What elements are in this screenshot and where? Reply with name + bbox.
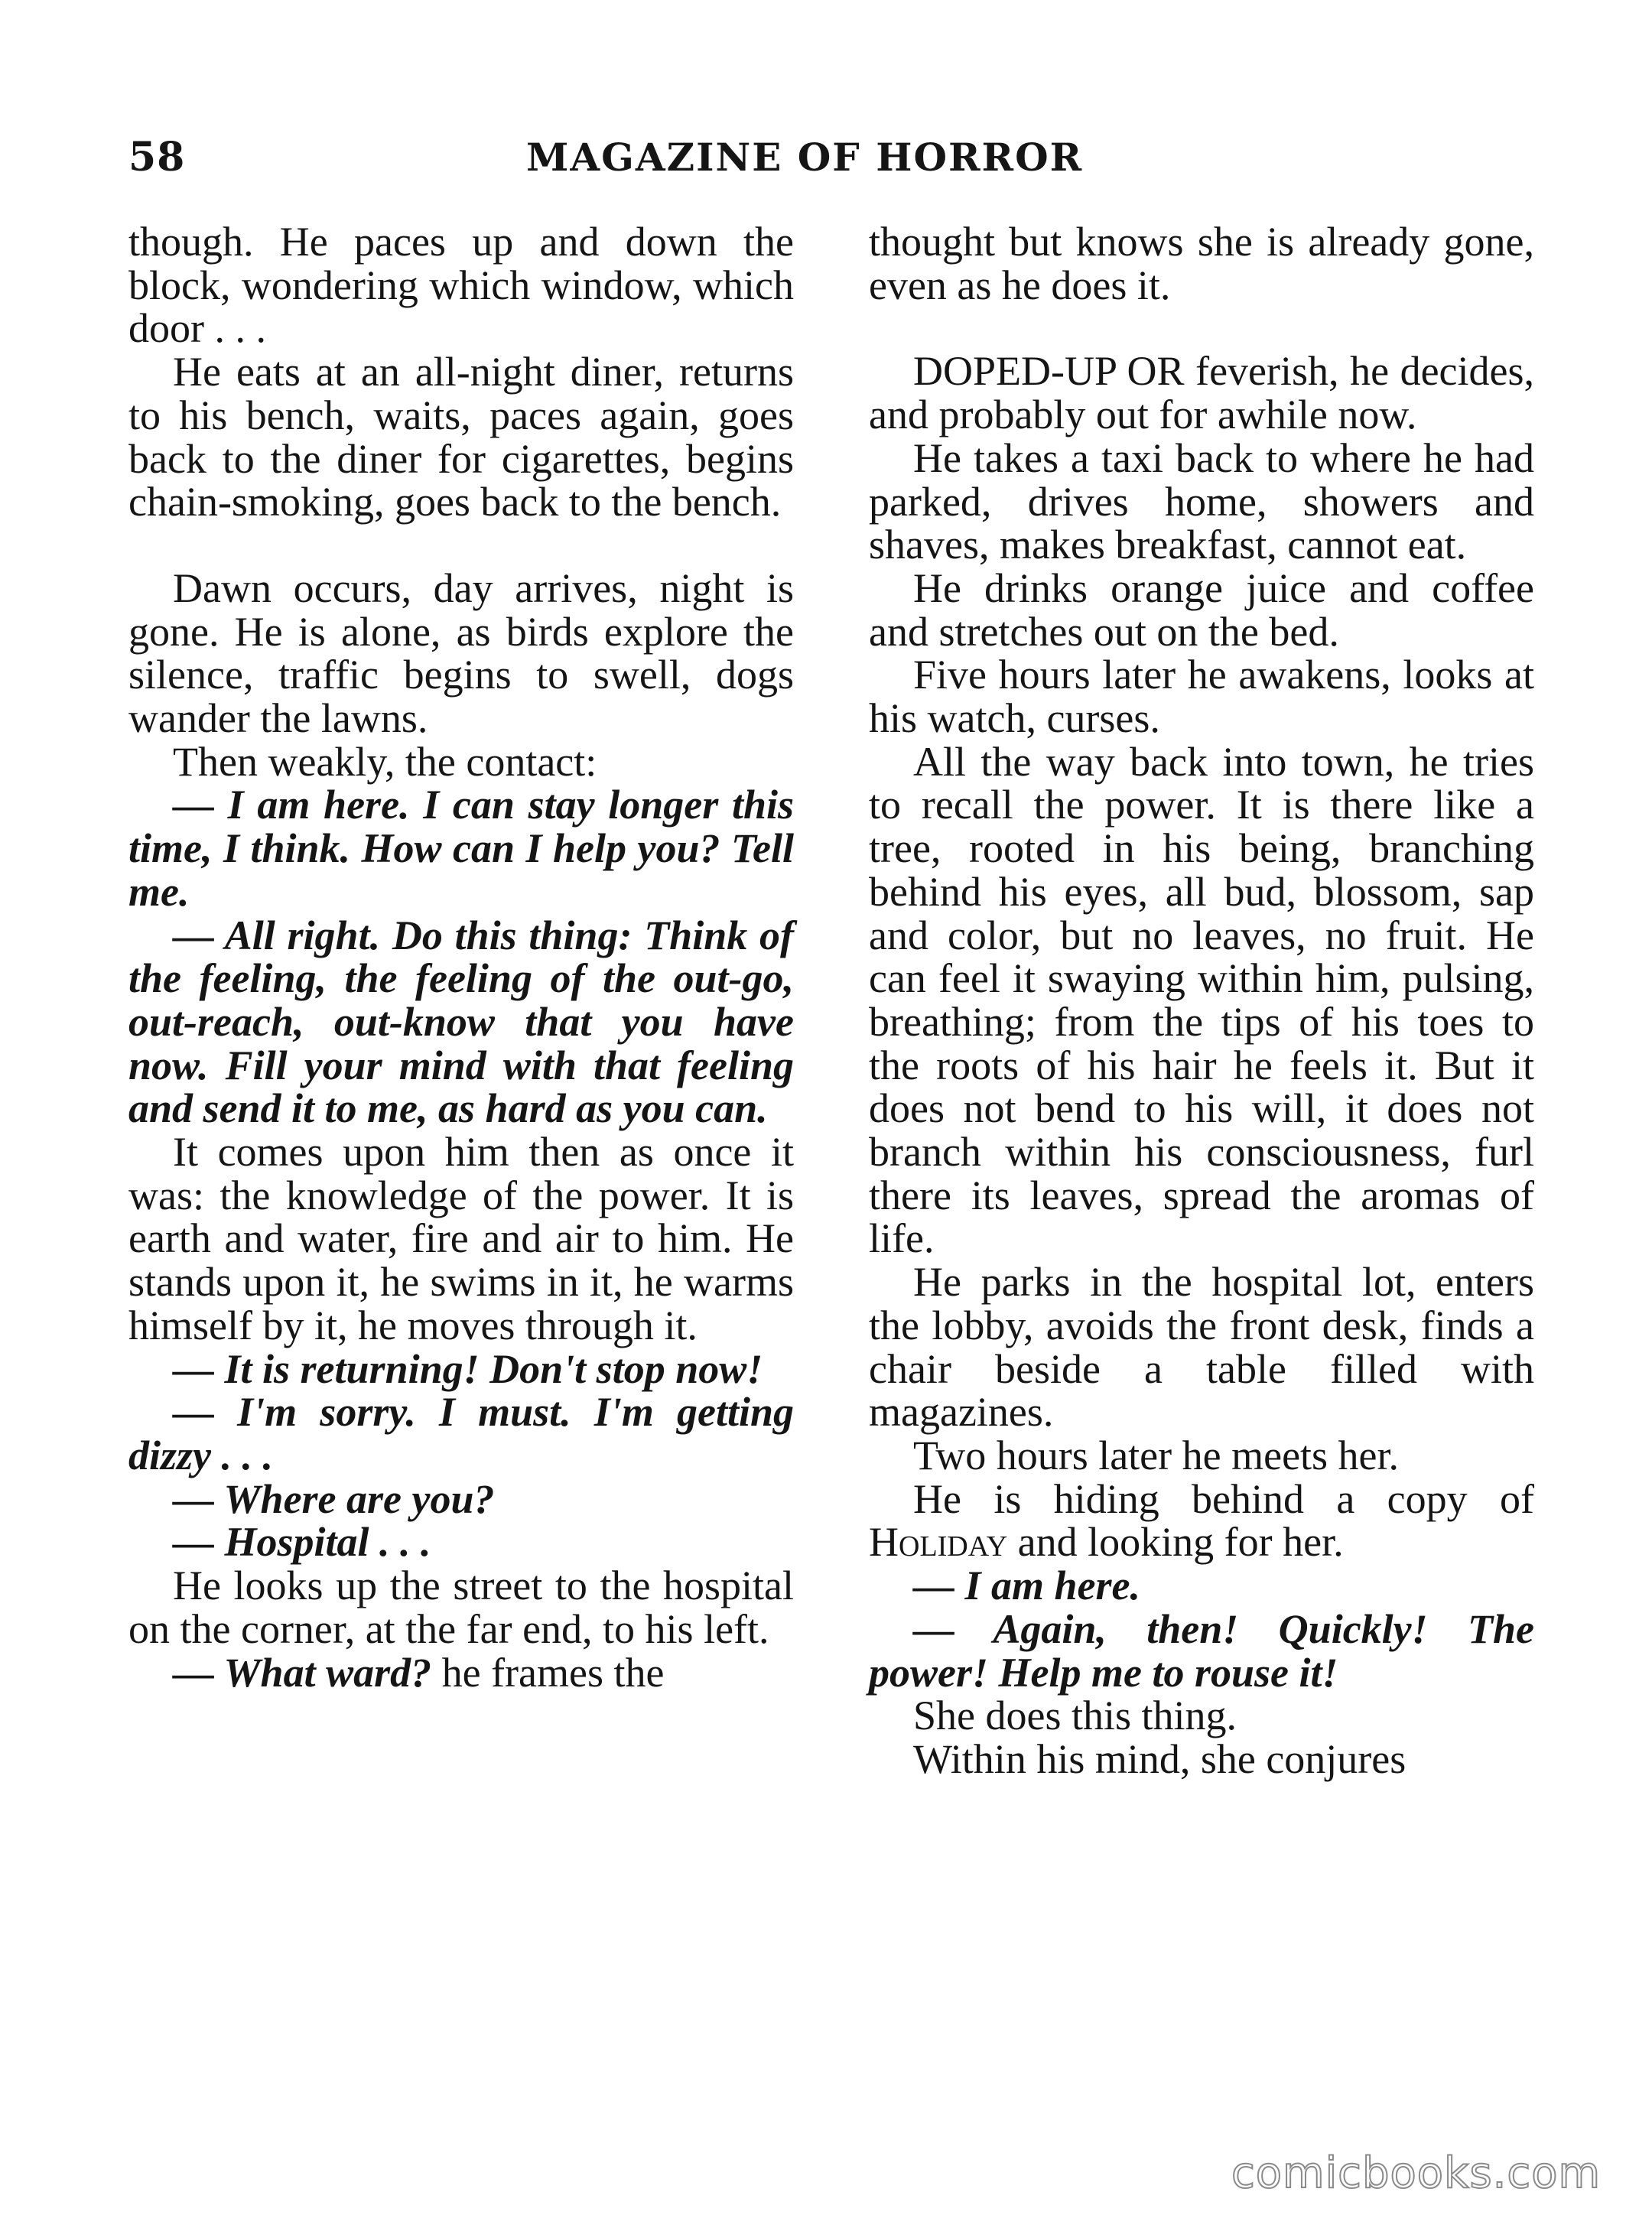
dialogue-line: — Hospital . . . bbox=[173, 1519, 431, 1566]
section-break bbox=[128, 524, 794, 567]
paragraph: Then weakly, the contact: bbox=[173, 738, 597, 785]
paragraph: It comes upon him then as once it was: the knowledge of the power. It is earth and water, fire and air to him. He stands upon it, he swims in it, he warms himself by it, he moves through it. bbox=[128, 1129, 794, 1348]
paragraph: thought but knows she is already gone, even as he does it. bbox=[869, 219, 1534, 308]
paragraph: though. He paces up and down the block, wondering which window, which door . . . bbox=[128, 219, 794, 352]
paragraph: He parks in the hospital lot, enters the lobby, avoids the front desk, finds a chair beside a table filled with magazines. bbox=[869, 1259, 1534, 1436]
paragraph: All the way back into town, he tries to recall the power. It is there like a tree, rooted in his being, branching behind his eyes, all bud, blossom, sap and color, but no leaves, no fruit. He can feel it swaying within him, pulsing, breathing; from the tips of his toes to the roots of his hair he feels it. But it does not bend to his will, it does not branch within his consciousness, furl there its leaves, spread the aromas of life. bbox=[869, 738, 1534, 1262]
magazine-name: Holiday bbox=[869, 1519, 1008, 1566]
paragraph: He looks up the street to the hospital on the corner, at the far end, to his left. bbox=[128, 1563, 794, 1652]
page-header bbox=[128, 135, 1551, 196]
dialogue-line: — I am here. bbox=[913, 1563, 1140, 1609]
dialogue-line: — I am here. I can stay longer this time, I think. How can I help you? Tell me. bbox=[128, 782, 794, 915]
paragraph: Two hours later he meets her. bbox=[913, 1432, 1400, 1478]
paragraph: Within his mind, she conjures bbox=[913, 1735, 1406, 1782]
dialogue-line: — Again, then! Quickly! The power! Help me to rouse it! bbox=[869, 1605, 1534, 1696]
dialogue-line: — It is returning! Don't stop now! bbox=[173, 1345, 763, 1392]
right-column bbox=[869, 220, 1534, 1781]
running-title: MAGAZINE OF HORROR bbox=[526, 135, 1084, 180]
section-opening-paragraph: DOPED-UP OR feverish, he decides, and probably out for awhile now. bbox=[869, 348, 1534, 438]
paragraph: Dawn occurs, day arrives, night is gone. He is alone, as birds explore the silence, traffic begins to swell, dogs wander the lawns. bbox=[128, 564, 794, 742]
paragraph: He takes a taxi back to where he had parked, drives home, showers and shaves, makes breakfast, cannot eat. bbox=[869, 434, 1534, 568]
text-fragment: and looking for her. bbox=[1007, 1519, 1344, 1566]
paragraph bbox=[128, 1651, 794, 1695]
left-column bbox=[128, 220, 794, 1694]
text-fragment: He is hiding behind a copy of bbox=[913, 1475, 1534, 1522]
paragraph: He eats at an all-night diner, returns to his bench, waits, paces again, goes back to the diner for cigarettes, begins chain-smoking, goes back to the bench. bbox=[128, 349, 794, 525]
text-fragment: he frames the bbox=[431, 1649, 665, 1696]
paragraph: He drinks orange juice and coffee and stretches out on the bed. bbox=[869, 564, 1534, 655]
page-number: 58 bbox=[128, 134, 186, 180]
paragraph: She does this thing. bbox=[913, 1693, 1237, 1739]
dialogue-fragment: — What ward? bbox=[173, 1649, 432, 1696]
dialogue-line: — I'm sorry. I must. I'm getting dizzy . . . bbox=[128, 1389, 794, 1478]
paragraph bbox=[869, 1475, 1534, 1566]
section-break bbox=[869, 307, 1534, 350]
dialogue-line: — All right. Do this thing: Think of the feeling, the feeling of the out-go, out-reach, out-know that you have now. Fill your mind with that feeling and send it to me, as hard as you can. bbox=[128, 912, 794, 1132]
watermark-logo: comicbooks.com bbox=[1231, 2148, 1602, 2198]
paragraph: Five hours later he awakens, looks at his watch, curses. bbox=[869, 652, 1534, 742]
dialogue-line: — Where are you? bbox=[173, 1475, 495, 1522]
